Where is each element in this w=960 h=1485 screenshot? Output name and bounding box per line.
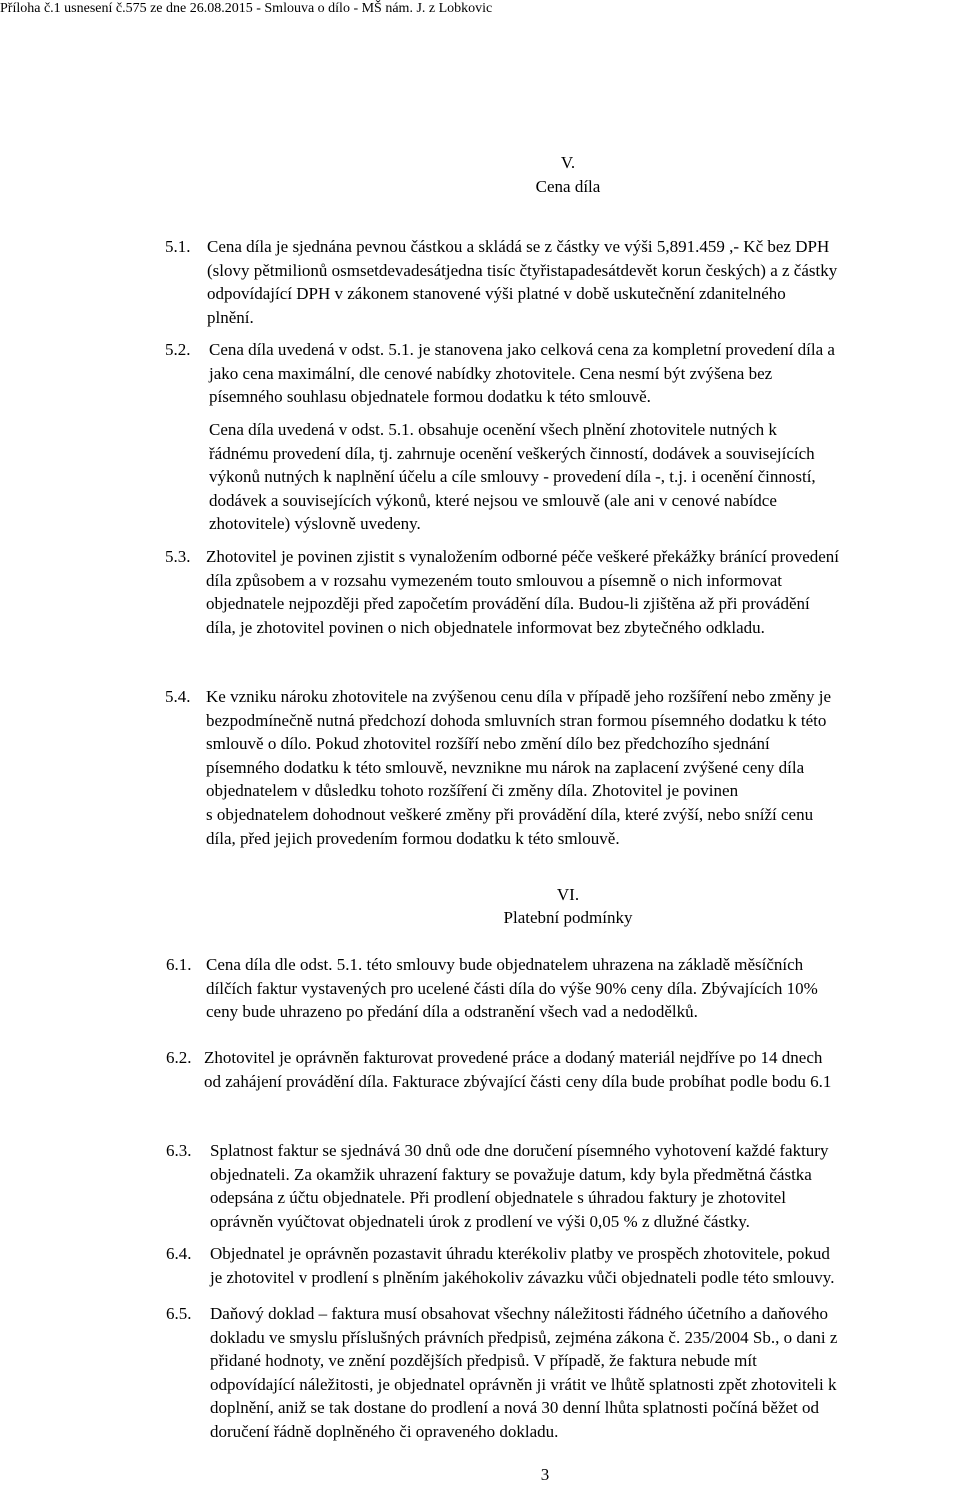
clause-6-3-number: 6.3. — [166, 1141, 192, 1160]
clause-line: řádnému provedení díla, tj. zahrnuje ocenění veškerých činností, dodávek a souvisejících — [209, 443, 815, 463]
section-5-numeral: V. — [560, 153, 576, 172]
clause-line: objednatele nejpozději před započetím provádění díla. Budou-li zjištěna až při provádění — [206, 594, 810, 614]
clause-5-4-number: 5.4. — [165, 687, 191, 706]
section-6-title: Platební podmínky — [503, 908, 633, 927]
clause-line: Objednatel je oprávněn pozastavit úhradu kterékoliv platby ve prospěch zhotovitele, pokud — [210, 1244, 830, 1263]
document-header: Příloha č.1 usnesení č.575 ze dne 26.08.2015 - Smlouva o dílo - MŠ nám. J. z Lobkovic — [0, 1, 493, 16]
clause-line: díla, je zhotovitel povinen o nich objednatele informovat bez zbytečného odkladu. — [206, 617, 765, 637]
clause-5-4 — [165, 685, 832, 850]
clause-line: Splatnost faktur se sjednává 30 dnů ode dne doručení písemného vyhotovení každé faktury — [210, 1141, 829, 1160]
clause-line: díla, před jejich provedením formou dodatku k této smlouvě. — [206, 828, 620, 848]
clause-6-1 — [166, 953, 818, 1024]
clause-line: doručení řádně doplněného či opraveného dokladu. — [210, 1421, 559, 1441]
clause-5-2-number: 5.2. — [165, 340, 191, 359]
clause-line: písemného dodatku k této smlouvě, nevznikne mu nárok na zaplacení zvýšené ceny díla — [206, 757, 805, 777]
clause-line: Cena díla je sjednána pevnou částkou a skládá se z částky ve výši 5,891.459 ,- Kč bez DPH — [207, 237, 830, 256]
clause-6-2-number: 6.2. — [166, 1048, 192, 1067]
clause-5-2 — [165, 338, 835, 409]
clause-line: dílčích faktur vystavených pro ucelené části díla do výše 90% ceny díla. Zbývajících 10% — [206, 978, 818, 998]
clause-line: písemného souhlasu objednatele formou dodatku k této smlouvě. — [209, 387, 651, 407]
clause-line: dokladu ve smyslu příslušných právních předpisů, zejména zákona č. 235/2004 Sb., o dani z — [210, 1327, 838, 1347]
clause-line: (slovy pětmilionů osmsetdevadesátjedna tisíc čtyřistapadesátdevět korun českých) a z částky — [207, 260, 838, 280]
clause-6-4-number: 6.4. — [166, 1244, 192, 1263]
clause-line: výkonů nutných k naplnění účelu a cíle smlouvy - provedení díla -, t.j. i ocenění činností, — [209, 467, 816, 487]
clause-line: s objednatelem dohodnout veškeré změny při provádění díla, které zvýší, nebo sníží cenu — [206, 804, 814, 824]
section-6-numeral: VI. — [556, 885, 580, 904]
clause-line: ceny bude uhrazeno po předání díla a odstranění všech vad a nedodělků. — [206, 1002, 698, 1022]
clause-line: plnění. — [207, 307, 254, 327]
clause-line: od zahájení provádění díla. Fakturace zbývající části ceny díla bude probíhat podle bodu 6.1 — [204, 1071, 832, 1091]
clause-line: bezpodmínečně nutná předchozí dohoda smluvních stran formou písemného dodatku k této — [206, 710, 827, 730]
clause-6-3 — [166, 1139, 829, 1233]
clause-5-1-number: 5.1. — [165, 237, 191, 256]
section-5-title: Cena díla — [535, 177, 601, 196]
page-number: 3 — [540, 1465, 550, 1484]
clause-line: Cena díla uvedená v odst. 5.1. je stanovena jako celková cena za kompletní provedení díla a — [209, 340, 835, 359]
clause-6-1-number: 6.1. — [166, 955, 192, 974]
clause-line: Zhotovitel je povinen zjistit s vynaložením odborné péče veškeré překážky bránící provedení — [206, 547, 840, 566]
clause-5-3 — [165, 545, 840, 639]
clause-6-5 — [166, 1302, 838, 1444]
clause-line: Cena díla dle odst. 5.1. této smlouvy bude objednatelem uhrazena na základě měsíčních — [206, 955, 804, 974]
clause-5-1 — [165, 235, 838, 329]
clause-line: doplnění, aniž se tak dostane do prodlení a nová 30 denní lhůta splatnosti počíná běžet od — [210, 1398, 820, 1418]
clause-line: odpovídající náležitosti, je objednatel oprávněn ji vrátit ve lhůtě splatnosti zpět zhotoviteli k — [210, 1374, 837, 1394]
clause-line: odepsána z účtu objednatele. Při prodlení objednatele s úhradou faktury je zhotovitel — [210, 1188, 786, 1208]
clause-line: odpovídající DPH v zákonem stanovené výši platné v době uskutečnění zdanitelného — [207, 284, 786, 304]
clause-line: smlouvě o dílo. Pokud zhotovitel rozšíří nebo změní dílo bez předchozího sjednání — [206, 734, 770, 754]
clause-6-5-number: 6.5. — [166, 1304, 192, 1323]
clause-line: Daňový doklad – faktura musí obsahovat všechny náležitosti řádného účetního a daňového — [210, 1304, 828, 1323]
clause-line: díla způsobem a v rozsahu vymezeném touto smlouvou a písemně o nich informovat — [206, 570, 782, 590]
clause-5-2-continued — [209, 418, 816, 536]
clause-line: Ke vzniku nároku zhotovitele na zvýšenou cenu díla v případě jeho rozšíření nebo změny je — [206, 687, 832, 706]
clause-line: oprávněn vyúčtovat objednateli úrok z prodlení ve výši 0,05 % z dlužné částky. — [210, 1211, 750, 1231]
clause-line: objednatelem v důsledku tohoto rozšíření či změny díla. Zhotovitel je povinen — [206, 781, 739, 801]
clause-line: Zhotovitel je oprávněn fakturovat provedené práce a dodaný materiál nejdříve po 14 dnech — [204, 1048, 823, 1067]
clause-line: je zhotovitel v prodlení s plněním jakéhokoliv závazku vůči objednateli podle této smlouvy. — [210, 1267, 835, 1287]
clause-line: zhotovitele) výslovně uvedeny. — [209, 514, 421, 534]
clause-line: Cena díla uvedená v odst. 5.1. obsahuje ocenění všech plnění zhotovitele nutných k — [209, 420, 777, 439]
clause-5-3-number: 5.3. — [165, 547, 191, 566]
clause-6-2 — [166, 1046, 832, 1093]
clause-line: jako cena maximální, dle cenové nabídky zhotovitele. Cena nesmí být zvýšena bez — [209, 363, 773, 383]
clause-line: přidané hodnoty, ve znění pozdějších předpisů. V případě, že faktura nebude mít — [210, 1351, 757, 1371]
clause-6-4 — [166, 1242, 835, 1289]
clause-line: objednateli. Za okamžik uhrazení faktury se považuje datum, kdy byla předmětná částka — [210, 1164, 812, 1184]
clause-line: dodávek a souvisejících výkonů, které nejsou ve smlouvě (ale ani v cenové nabídce — [209, 490, 777, 510]
